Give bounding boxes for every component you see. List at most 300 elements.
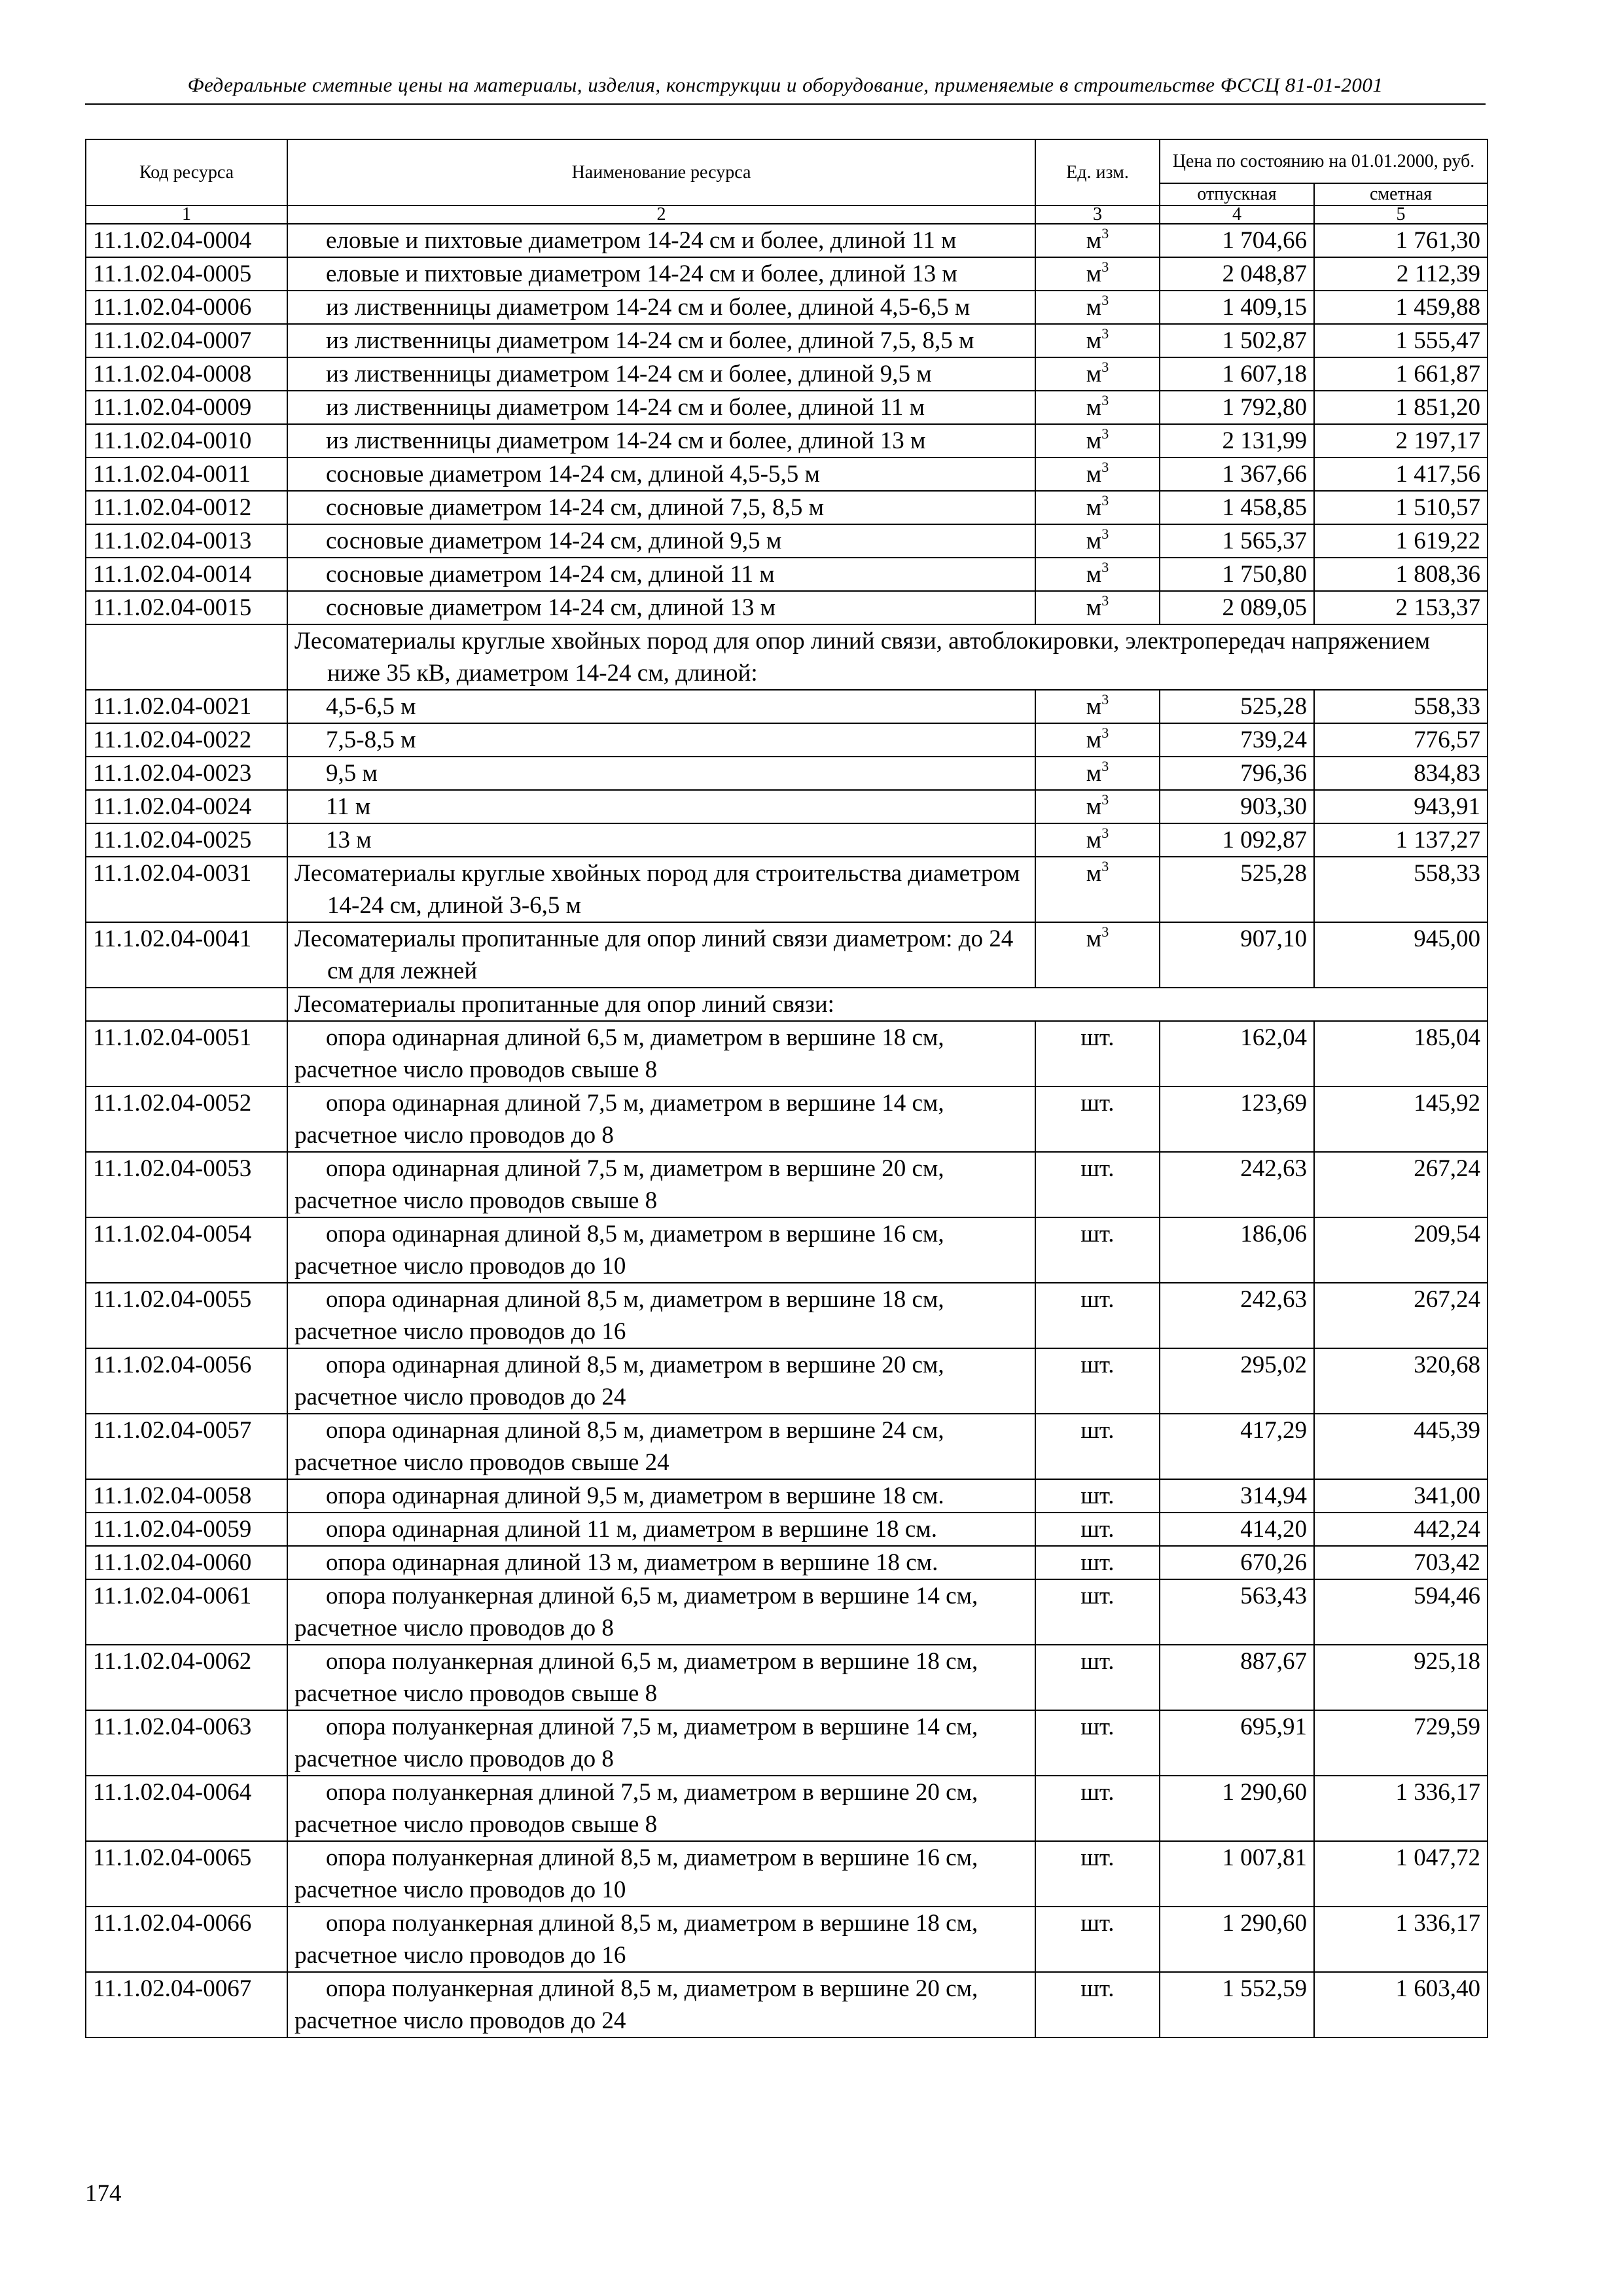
resource-name (287, 790, 1035, 823)
price-estimate: 442,24 (1314, 1513, 1488, 1546)
resource-name-text: из лиственницы диаметром 14-24 см и более, длиной 11 м (326, 394, 925, 421)
unit-exponent: 3 (1101, 425, 1109, 442)
resource-name-text: опора полуанкерная длиной 8,5 м, диаметром в вершине 20 см, расчетное число проводов до 24 (294, 1975, 978, 2034)
unit-text: м (1086, 925, 1102, 952)
col-number: 1 (86, 206, 287, 224)
resource-name (287, 291, 1035, 324)
unit-exponent: 3 (1101, 359, 1109, 375)
resource-name (287, 922, 1035, 988)
resource-name (287, 1546, 1035, 1579)
table-row (86, 224, 1488, 257)
price-estimate: 2 197,17 (1314, 424, 1488, 457)
price-estimate: 1 619,22 (1314, 524, 1488, 558)
unit-text: шт. (1080, 1648, 1115, 1675)
resource-code: 11.1.02.04-0063 (86, 1710, 287, 1776)
resource-name-text: из лиственницы диаметром 14-24 см и более, длиной 9,5 м (326, 361, 932, 387)
unit-text: м (1086, 827, 1102, 853)
unit-text: шт. (1080, 1352, 1115, 1378)
unit-of-measure (1035, 1972, 1160, 2037)
price-estimate: 267,24 (1314, 1283, 1488, 1348)
price-table-body (86, 224, 1488, 2037)
price-estimate: 209,54 (1314, 1217, 1488, 1283)
price-estimate: 341,00 (1314, 1479, 1488, 1513)
unit-exponent: 3 (1101, 292, 1109, 308)
resource-name (287, 324, 1035, 357)
unit-text: м (1086, 260, 1102, 287)
resource-name (287, 757, 1035, 790)
resource-name-text: опора одинарная длиной 13 м, диаметром в вершине 18 см. (326, 1549, 938, 1576)
resource-name-text: опора одинарная длиной 8,5 м, диаметром в вершине 16 см, расчетное число проводов до 10 (294, 1221, 944, 1280)
unit-text: шт. (1080, 1713, 1115, 1740)
price-release: 2 048,87 (1160, 257, 1314, 291)
unit-exponent: 3 (1101, 825, 1109, 841)
col-header-name: Наименование ресурса (287, 139, 1035, 206)
resource-code: 11.1.02.04-0023 (86, 757, 287, 790)
table-row (86, 457, 1488, 491)
resource-name-text: опора полуанкерная длиной 7,5 м, диаметром в вершине 20 см, расчетное число проводов свыше 8 (294, 1779, 978, 1838)
resource-code: 11.1.02.04-0066 (86, 1907, 287, 1972)
table-row (86, 524, 1488, 558)
resource-name (287, 1513, 1035, 1546)
section-heading-row (86, 988, 1488, 1021)
price-release: 2 131,99 (1160, 424, 1314, 457)
resource-name (287, 857, 1035, 922)
price-estimate: 320,68 (1314, 1348, 1488, 1414)
unit-exponent: 3 (1101, 758, 1109, 774)
price-estimate: 145,92 (1314, 1086, 1488, 1152)
unit-text: м (1086, 327, 1102, 354)
unit-of-measure (1035, 922, 1160, 988)
resource-name-text: сосновые диаметром 14-24 см, длиной 7,5, 8,5 м (326, 494, 825, 521)
unit-of-measure (1035, 524, 1160, 558)
price-release: 1 367,66 (1160, 457, 1314, 491)
resource-code: 11.1.02.04-0025 (86, 823, 287, 857)
resource-name-text: Лесоматериалы круглые хвойных пород для опор линий связи, автоблокировки, электропередач напряжением ниже 35 кВ, диаметром 14-24 см, длиной: (294, 628, 1431, 687)
resource-code: 11.1.02.04-0057 (86, 1414, 287, 1479)
resource-name (287, 723, 1035, 757)
price-estimate: 729,59 (1314, 1710, 1488, 1776)
unit-of-measure (1035, 391, 1160, 424)
resource-name (287, 1348, 1035, 1414)
price-estimate: 1 137,27 (1314, 823, 1488, 857)
unit-of-measure (1035, 823, 1160, 857)
price-estimate: 1 336,17 (1314, 1907, 1488, 1972)
unit-text: шт. (1080, 1549, 1115, 1576)
price-estimate: 185,04 (1314, 1021, 1488, 1086)
resource-code: 11.1.02.04-0015 (86, 591, 287, 624)
price-release: 670,26 (1160, 1546, 1314, 1579)
price-estimate: 558,33 (1314, 857, 1488, 922)
price-estimate: 1 510,57 (1314, 491, 1488, 524)
unit-exponent: 3 (1101, 691, 1109, 708)
price-release: 525,28 (1160, 690, 1314, 723)
resource-code: 11.1.02.04-0054 (86, 1217, 287, 1283)
col-header-price-estimate: сметная (1314, 183, 1488, 206)
resource-name-text: опора одинарная длиной 7,5 м, диаметром в вершине 14 см, расчетное число проводов до 8 (294, 1090, 944, 1149)
unit-text: шт. (1080, 1910, 1115, 1937)
resource-name (287, 823, 1035, 857)
resource-code: 11.1.02.04-0022 (86, 723, 287, 757)
resource-name-text: опора полуанкерная длиной 8,5 м, диаметром в вершине 16 см, расчетное число проводов до 10 (294, 1844, 978, 1903)
price-release: 525,28 (1160, 857, 1314, 922)
table-row (86, 857, 1488, 922)
price-estimate: 1 851,20 (1314, 391, 1488, 424)
section-heading-row (86, 624, 1488, 690)
table-row (86, 1710, 1488, 1776)
resource-name-text: опора одинарная длиной 11 м, диаметром в вершине 18 см. (326, 1516, 937, 1543)
col-number: 3 (1035, 206, 1160, 224)
unit-text: м (1086, 860, 1102, 887)
price-release: 123,69 (1160, 1086, 1314, 1152)
resource-name (287, 1086, 1035, 1152)
running-header: Федеральные сметные цены на материалы, изделия, конструкции и оборудование, применяемые в строительстве ФССЦ 81-01-2001 (187, 73, 1383, 96)
unit-text: шт. (1080, 1482, 1115, 1509)
col-number: 4 (1160, 206, 1314, 224)
price-release: 1 792,80 (1160, 391, 1314, 424)
unit-of-measure (1035, 1513, 1160, 1546)
resource-name (287, 690, 1035, 723)
price-estimate: 1 417,56 (1314, 457, 1488, 491)
unit-exponent: 3 (1101, 559, 1109, 575)
resource-code: 11.1.02.04-0065 (86, 1841, 287, 1907)
unit-of-measure (1035, 457, 1160, 491)
resource-name (287, 1152, 1035, 1217)
unit-of-measure (1035, 1776, 1160, 1841)
resource-name-text: опора полуанкерная длиной 6,5 м, диаметром в вершине 14 см, расчетное число проводов до 8 (294, 1583, 978, 1641)
resource-name-text: Лесоматериалы пропитанные для опор линий связи диаметром: до 24 см для лежней (294, 925, 1014, 984)
col-header-unit: Ед. изм. (1035, 139, 1160, 206)
col-header-price-group: Цена по состоянию на 01.01.2000, руб. (1160, 139, 1488, 183)
price-estimate: 1 459,88 (1314, 291, 1488, 324)
unit-text: м (1086, 427, 1102, 454)
unit-exponent: 3 (1101, 924, 1109, 940)
resource-code: 11.1.02.04-0013 (86, 524, 287, 558)
price-release: 1 007,81 (1160, 1841, 1314, 1907)
resource-code: 11.1.02.04-0010 (86, 424, 287, 457)
resource-code: 11.1.02.04-0008 (86, 357, 287, 391)
unit-of-measure (1035, 357, 1160, 391)
resource-name (287, 457, 1035, 491)
table-row (86, 723, 1488, 757)
price-release: 1 290,60 (1160, 1776, 1314, 1841)
resource-name-text: сосновые диаметром 14-24 см, длиной 11 м (326, 561, 775, 588)
table-row (86, 257, 1488, 291)
unit-text: м (1086, 594, 1102, 621)
resource-name-text: 11 м (326, 793, 371, 820)
unit-text: м (1086, 793, 1102, 820)
resource-code: 11.1.02.04-0059 (86, 1513, 287, 1546)
resource-name (287, 524, 1035, 558)
resource-name-text: сосновые диаметром 14-24 см, длиной 13 м (326, 594, 776, 621)
price-estimate: 943,91 (1314, 790, 1488, 823)
table-row (86, 1513, 1488, 1546)
resource-name (287, 1579, 1035, 1645)
table-row (86, 1217, 1488, 1283)
resource-code: 11.1.02.04-0061 (86, 1579, 287, 1645)
table-row (86, 1579, 1488, 1645)
price-release: 887,67 (1160, 1645, 1314, 1710)
table-row (86, 1546, 1488, 1579)
unit-exponent: 3 (1101, 459, 1109, 475)
resource-code: 11.1.02.04-0021 (86, 690, 287, 723)
price-release: 695,91 (1160, 1710, 1314, 1776)
resource-code: 11.1.02.04-0056 (86, 1348, 287, 1414)
price-estimate: 703,42 (1314, 1546, 1488, 1579)
unit-exponent: 3 (1101, 392, 1109, 408)
table-row (86, 1841, 1488, 1907)
table-row (86, 757, 1488, 790)
table-row (86, 1972, 1488, 2037)
unit-exponent: 3 (1101, 492, 1109, 509)
unit-of-measure (1035, 1907, 1160, 1972)
unit-exponent: 3 (1101, 259, 1109, 275)
resource-name-text: опора одинарная длиной 8,5 м, диаметром в вершине 18 см, расчетное число проводов до 16 (294, 1286, 944, 1345)
resource-code (86, 624, 287, 690)
unit-exponent: 3 (1101, 858, 1109, 874)
price-estimate: 2 112,39 (1314, 257, 1488, 291)
unit-of-measure (1035, 1479, 1160, 1513)
unit-of-measure (1035, 1086, 1160, 1152)
table-row (86, 790, 1488, 823)
table-row (86, 291, 1488, 324)
resource-name (287, 424, 1035, 457)
price-estimate: 1 336,17 (1314, 1776, 1488, 1841)
table-row (86, 1152, 1488, 1217)
table-row (86, 1776, 1488, 1841)
price-estimate: 267,24 (1314, 1152, 1488, 1217)
unit-of-measure (1035, 324, 1160, 357)
table-row (86, 1348, 1488, 1414)
resource-name-text: 13 м (326, 827, 372, 853)
price-release: 1 750,80 (1160, 558, 1314, 591)
resource-name (287, 1841, 1035, 1907)
resource-name (287, 1217, 1035, 1283)
price-release: 186,06 (1160, 1217, 1314, 1283)
unit-text: м (1086, 394, 1102, 421)
unit-of-measure (1035, 1348, 1160, 1414)
table-row (86, 823, 1488, 857)
unit-of-measure (1035, 1152, 1160, 1217)
price-release: 1 290,60 (1160, 1907, 1314, 1972)
unit-exponent: 3 (1101, 725, 1109, 741)
unit-text: шт. (1080, 1844, 1115, 1871)
resource-name-text: опора одинарная длиной 8,5 м, диаметром в вершине 20 см, расчетное число проводов до 24 (294, 1352, 944, 1410)
unit-text: м (1086, 693, 1102, 720)
table-row (86, 491, 1488, 524)
resource-code: 11.1.02.04-0067 (86, 1972, 287, 2037)
unit-text: м (1086, 227, 1102, 254)
unit-of-measure (1035, 558, 1160, 591)
resource-name-text: Лесоматериалы пропитанные для опор линий связи: (294, 991, 834, 1018)
price-release: 295,02 (1160, 1348, 1314, 1414)
table-row (86, 1414, 1488, 1479)
price-estimate: 558,33 (1314, 690, 1488, 723)
price-estimate: 1 047,72 (1314, 1841, 1488, 1907)
resource-code: 11.1.02.04-0052 (86, 1086, 287, 1152)
price-estimate: 594,46 (1314, 1579, 1488, 1645)
price-release: 2 089,05 (1160, 591, 1314, 624)
resource-name-text: опора полуанкерная длиной 6,5 м, диаметром в вершине 18 см, расчетное число проводов свыше 8 (294, 1648, 978, 1707)
price-release: 242,63 (1160, 1283, 1314, 1348)
price-release: 907,10 (1160, 922, 1314, 988)
unit-exponent: 3 (1101, 225, 1109, 242)
unit-of-measure (1035, 1283, 1160, 1348)
price-release: 903,30 (1160, 790, 1314, 823)
col-number: 5 (1314, 206, 1488, 224)
resource-code: 11.1.02.04-0024 (86, 790, 287, 823)
unit-of-measure (1035, 723, 1160, 757)
unit-of-measure (1035, 690, 1160, 723)
resource-code: 11.1.02.04-0062 (86, 1645, 287, 1710)
price-release: 739,24 (1160, 723, 1314, 757)
resource-name-text: 4,5-6,5 м (326, 693, 416, 720)
unit-text: м (1086, 361, 1102, 387)
unit-text: шт. (1080, 1583, 1115, 1609)
col-header-code: Код ресурса (86, 139, 287, 206)
unit-text: шт. (1080, 1417, 1115, 1444)
unit-text: м (1086, 461, 1102, 488)
resource-name-text: из лиственницы диаметром 14-24 см и более, длиной 13 м (326, 427, 926, 454)
resource-code: 11.1.02.04-0011 (86, 457, 287, 491)
price-release: 796,36 (1160, 757, 1314, 790)
resource-name-text: 7,5-8,5 м (326, 726, 416, 753)
resource-code: 11.1.02.04-0006 (86, 291, 287, 324)
resource-name (287, 357, 1035, 391)
table-row (86, 558, 1488, 591)
resource-code: 11.1.02.04-0060 (86, 1546, 287, 1579)
price-estimate: 1 661,87 (1314, 357, 1488, 391)
price-estimate: 1 555,47 (1314, 324, 1488, 357)
price-estimate: 925,18 (1314, 1645, 1488, 1710)
price-release: 1 409,15 (1160, 291, 1314, 324)
price-release: 414,20 (1160, 1513, 1314, 1546)
price-table-head (86, 139, 1488, 224)
price-release: 1 092,87 (1160, 823, 1314, 857)
resource-name-text: сосновые диаметром 14-24 см, длиной 9,5 м (326, 528, 782, 554)
resource-name (287, 1645, 1035, 1710)
price-estimate: 1 761,30 (1314, 224, 1488, 257)
price-estimate: 834,83 (1314, 757, 1488, 790)
price-release: 1 458,85 (1160, 491, 1314, 524)
table-row (86, 1021, 1488, 1086)
table-row (86, 591, 1488, 624)
resource-name (287, 1907, 1035, 1972)
unit-of-measure (1035, 1841, 1160, 1907)
unit-text: шт. (1080, 1221, 1115, 1247)
resource-name-text: Лесоматериалы круглые хвойных пород для строительства диаметром 14-24 см, длиной 3-6,5 м (294, 860, 1020, 919)
unit-exponent: 3 (1101, 791, 1109, 808)
unit-of-measure (1035, 1414, 1160, 1479)
resource-code: 11.1.02.04-0012 (86, 491, 287, 524)
resource-name-text: опора одинарная длиной 9,5 м, диаметром в вершине 18 см. (326, 1482, 944, 1509)
col-header-price-release: отпускная (1160, 183, 1314, 206)
price-estimate: 1 603,40 (1314, 1972, 1488, 2037)
resource-name (287, 591, 1035, 624)
unit-text: шт. (1080, 1779, 1115, 1806)
unit-of-measure (1035, 591, 1160, 624)
price-estimate: 1 808,36 (1314, 558, 1488, 591)
price-estimate: 2 153,37 (1314, 591, 1488, 624)
unit-text: шт. (1080, 1090, 1115, 1117)
price-estimate: 776,57 (1314, 723, 1488, 757)
resource-name (287, 224, 1035, 257)
resource-name (287, 1776, 1035, 1841)
price-table (85, 139, 1488, 2038)
resource-code: 11.1.02.04-0031 (86, 857, 287, 922)
resource-name (287, 1972, 1035, 2037)
resource-name-text: 9,5 м (326, 760, 378, 787)
unit-of-measure (1035, 491, 1160, 524)
resource-code: 11.1.02.04-0064 (86, 1776, 287, 1841)
table-row (86, 1283, 1488, 1348)
resource-name (287, 558, 1035, 591)
unit-exponent: 3 (1101, 592, 1109, 609)
unit-of-measure (1035, 1579, 1160, 1645)
resource-code: 11.1.02.04-0009 (86, 391, 287, 424)
resource-name (287, 491, 1035, 524)
unit-text: шт. (1080, 1155, 1115, 1182)
price-release: 1 502,87 (1160, 324, 1314, 357)
resource-name-text: опора одинарная длиной 8,5 м, диаметром в вершине 24 см, расчетное число проводов свыше 24 (294, 1417, 944, 1476)
resource-name-text: из лиственницы диаметром 14-24 см и более, длиной 4,5-6,5 м (326, 294, 971, 321)
col-number: 2 (287, 206, 1035, 224)
table-row (86, 690, 1488, 723)
unit-of-measure (1035, 224, 1160, 257)
resource-code: 11.1.02.04-0007 (86, 324, 287, 357)
price-estimate: 445,39 (1314, 1414, 1488, 1479)
unit-text: шт. (1080, 1286, 1115, 1313)
page-number: 174 (85, 2180, 122, 2207)
resource-name (287, 1479, 1035, 1513)
unit-of-measure (1035, 1710, 1160, 1776)
resource-name (287, 391, 1035, 424)
resource-code: 11.1.02.04-0055 (86, 1283, 287, 1348)
unit-text: м (1086, 494, 1102, 521)
unit-of-measure (1035, 1546, 1160, 1579)
resource-name-text: опора полуанкерная длиной 8,5 м, диаметром в вершине 18 см, расчетное число проводов до 16 (294, 1910, 978, 1969)
table-row (86, 391, 1488, 424)
section-heading (287, 988, 1488, 1021)
table-row (86, 1086, 1488, 1152)
price-estimate: 945,00 (1314, 922, 1488, 988)
unit-of-measure (1035, 790, 1160, 823)
unit-text: шт. (1080, 1024, 1115, 1051)
resource-name (287, 1414, 1035, 1479)
resource-name (287, 1283, 1035, 1348)
price-release: 1 704,66 (1160, 224, 1314, 257)
resource-code (86, 988, 287, 1021)
table-row (86, 357, 1488, 391)
price-release: 162,04 (1160, 1021, 1314, 1086)
unit-exponent: 3 (1101, 325, 1109, 342)
resource-code: 11.1.02.04-0051 (86, 1021, 287, 1086)
resource-name (287, 1021, 1035, 1086)
price-release: 314,94 (1160, 1479, 1314, 1513)
resource-code: 11.1.02.04-0053 (86, 1152, 287, 1217)
resource-name-text: еловые и пихтовые диаметром 14-24 см и более, длиной 11 м (326, 227, 957, 254)
unit-of-measure (1035, 291, 1160, 324)
price-release: 1 552,59 (1160, 1972, 1314, 2037)
unit-text: м (1086, 760, 1102, 787)
resource-code: 11.1.02.04-0005 (86, 257, 287, 291)
table-row (86, 324, 1488, 357)
table-row (86, 1645, 1488, 1710)
unit-of-measure (1035, 424, 1160, 457)
resource-code: 11.1.02.04-0014 (86, 558, 287, 591)
section-heading (287, 624, 1488, 690)
resource-name (287, 257, 1035, 291)
table-row (86, 424, 1488, 457)
